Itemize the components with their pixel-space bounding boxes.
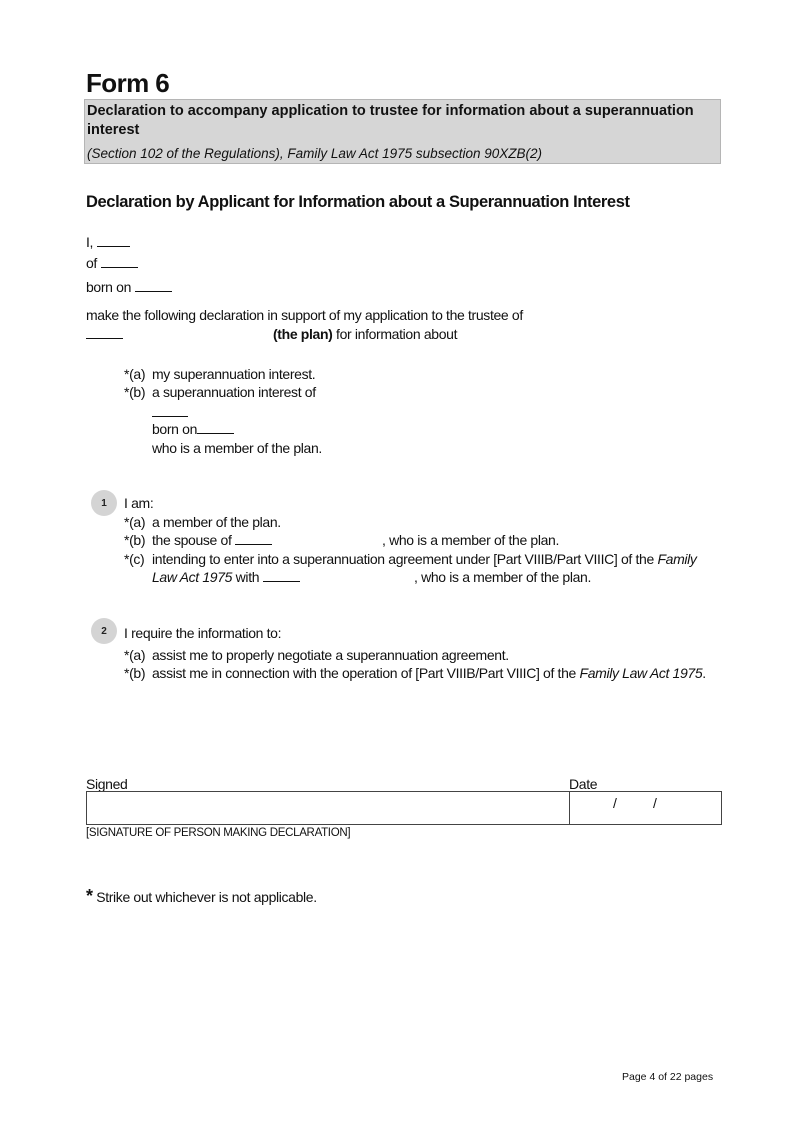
spouse-blank xyxy=(235,535,272,545)
item-number-badge: 2 xyxy=(91,618,117,644)
birth-blank xyxy=(135,279,172,292)
signed-label: Signed xyxy=(86,776,128,792)
name-line xyxy=(86,234,130,250)
option-b-text: a superannuation interest of xyxy=(152,384,316,400)
item1-b-label: the spouse of xyxy=(152,532,232,548)
item1-b-text xyxy=(152,532,272,548)
item2-a-text: assist me to properly negotiate a superannuation agreement. xyxy=(152,647,509,663)
form-banner xyxy=(84,99,721,164)
section-title: Declaration by Applicant for Information about a Superannuation Interest xyxy=(86,193,630,211)
born-on-label: born on xyxy=(86,279,132,295)
signature-caption: [SIGNATURE OF PERSON MAKING DECLARATION] xyxy=(86,827,351,839)
footnote-star: * xyxy=(86,886,93,906)
item2-b-italic: Family Law Act 1975 xyxy=(579,665,703,681)
name-blank xyxy=(97,237,130,247)
member-born-label: born on xyxy=(152,421,198,437)
option-a-marker: *(a) xyxy=(124,366,146,382)
item1-c-label: intending to enter into a superannuation agreement under [Part VIIIB/Part VIIIC] of the xyxy=(152,551,654,567)
item1-c-act: Law Act 1975 xyxy=(152,569,233,585)
trustee-blank xyxy=(86,329,123,339)
item2-a-marker: *(a) xyxy=(124,647,146,663)
item2-b-text xyxy=(152,665,706,681)
plan-line xyxy=(86,326,123,342)
option-b-marker: *(b) xyxy=(124,384,146,400)
member-born-line xyxy=(152,421,234,437)
signature-date-divider xyxy=(569,792,570,824)
item1-b-rest: , who is a member of the plan. xyxy=(382,532,560,548)
item2-b-marker: *(b) xyxy=(124,665,146,681)
agreement-party-blank xyxy=(263,572,300,582)
item1-c-italic: Family xyxy=(657,551,697,567)
item1-lead: I am: xyxy=(124,495,154,511)
date-label: Date xyxy=(569,776,598,792)
address-line xyxy=(86,255,138,271)
item1-c-with: with xyxy=(235,569,260,585)
footnote-text: Strike out whichever is not applicable. xyxy=(96,889,317,905)
form-heading: Declaration to accompany application to trustee for information about a superannuation interest xyxy=(87,103,694,138)
signature-box[interactable] xyxy=(86,791,722,825)
item1-c-text xyxy=(152,551,697,567)
option-a-text: my superannuation interest. xyxy=(152,366,316,382)
item2-b-end: . xyxy=(702,665,706,681)
declaration-statement: make the following declaration in support of my application to the trustee of xyxy=(86,307,523,323)
date-slash: / xyxy=(613,795,617,811)
item1-c-rest: , who is a member of the plan. xyxy=(414,569,592,585)
item1-c-marker: *(c) xyxy=(124,551,145,567)
footnote xyxy=(86,886,317,907)
item1-a-marker: *(a) xyxy=(124,514,146,530)
of-label: of xyxy=(86,255,97,271)
form-title: Form 6 xyxy=(86,68,170,98)
date-slash: / xyxy=(653,795,657,811)
item2-b-label: assist me in connection with the operation of [Part VIIIB/Part VIIIC] of the xyxy=(152,665,576,681)
i-label: I, xyxy=(86,234,94,250)
item-number-badge: 1 xyxy=(91,490,117,516)
item1-a-text: a member of the plan. xyxy=(152,514,281,530)
plan-text xyxy=(273,326,457,342)
address-blank xyxy=(101,258,138,268)
item1-c-line2 xyxy=(152,569,300,585)
member-name-blank xyxy=(152,416,188,417)
plan-bold: (the plan) xyxy=(273,326,333,342)
item2-lead: I require the information to: xyxy=(124,625,282,641)
birth-line xyxy=(86,279,172,295)
item1-b-marker: *(b) xyxy=(124,532,146,548)
plan-rest: for information about xyxy=(336,326,458,342)
form-subheading: (Section 102 of the Regulations), Family Law Act 1975 subsection 90XZB(2) xyxy=(87,146,542,161)
member-born-blank xyxy=(197,424,234,434)
page-number: Page 4 of 22 pages xyxy=(622,1071,714,1083)
member-of-plan-text: who is a member of the plan. xyxy=(152,440,322,456)
